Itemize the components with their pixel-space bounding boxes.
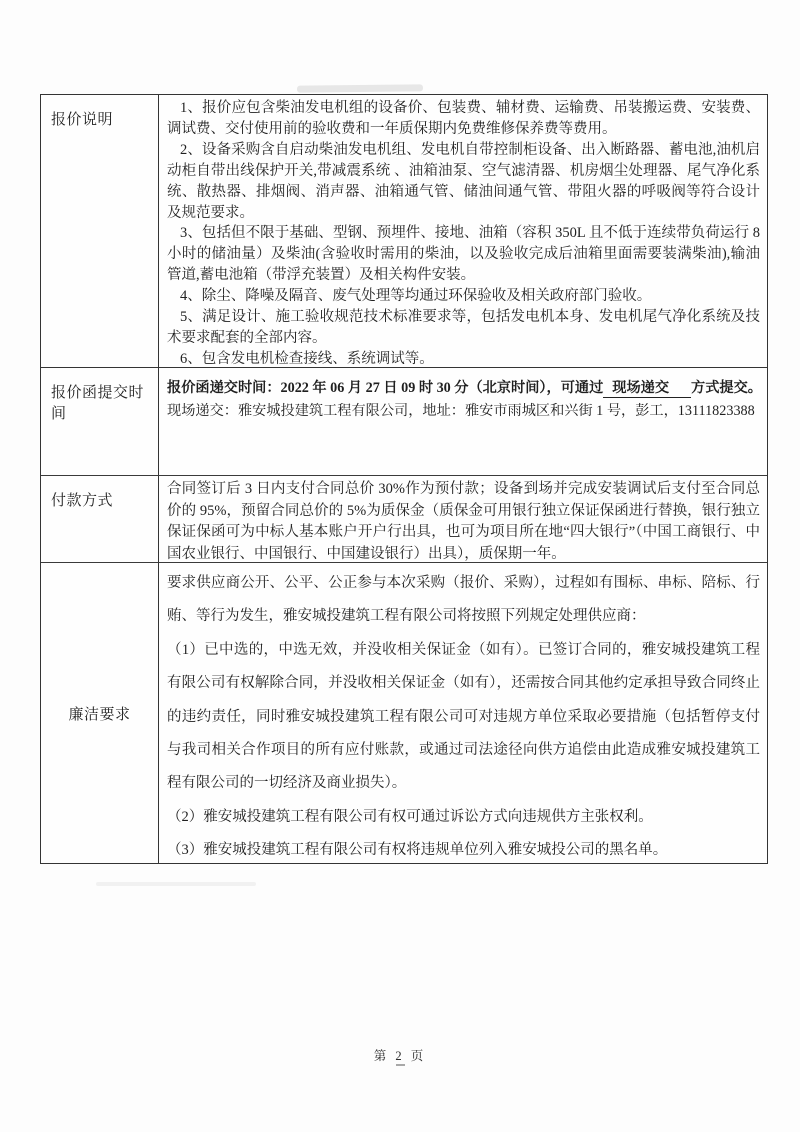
table-row-submission-time	[41, 368, 767, 476]
note-item-2: 2、设备采购含自启动柴油发电机组、发电机自带控制柜设备、出入断路器、蓄电池,油机启动柜自带出线保护开关,带减震系统 、油箱油泵、空气滤清器、机房烟尘处理器、尾气净化系统、散热器、排烟阀、消声器、油箱通气管、储油间通气管、带阻火器的呼吸阀等符合设计及规范要求。	[167, 141, 760, 221]
row-label-text: 报价说明	[51, 112, 114, 128]
submission-address-line: 现场递交：雅安城投建筑工程有限公司，地址：雅安市雨城区和兴街 1 号，彭工，13111823388	[167, 403, 755, 419]
row-content-payment-terms	[159, 476, 767, 562]
note-item-5: 5、满足设计、施工验收规范技术标准要求等，包括发电机本身、发电机尾气净化系统及技术要求配套的全部内容。	[167, 309, 760, 346]
quotation-terms-table	[40, 94, 768, 864]
row-content-integrity-requirements	[159, 563, 767, 863]
note-item-3: 3、包括但不限于基础、型钢、预埋件、接地、油箱（容积 350L 且不低于连续带负荷运行 8 小时的储油量）及柴油(含验收时需用的柴油，以及验收完成后油箱里面需要装满柴油),输油管道,蓄电池箱（带浮充装置）及相关构件安装。	[167, 225, 760, 284]
row-content-submission-time	[159, 368, 767, 475]
integrity-paragraph-intro: 要求供应商公开、公平、公正参与本次采购（报价、采购），过程如有围标、串标、陪标、行贿、等行为发生，雅安城投建筑工程有限公司将按照下列规定处理供应商：	[167, 575, 760, 625]
row-label-integrity-requirements	[41, 563, 159, 863]
scan-smudge	[297, 84, 423, 92]
integrity-paragraph-3: （3）雅安城投建筑工程有限公司有权将违规单位列入雅安城投公司的黑名单。	[167, 842, 668, 859]
row-label-payment-terms	[41, 476, 159, 562]
payment-terms-text: 合同签订后 3 日内支付合同总价 30%作为预付款；设备到场并完成安装调试后支付至合同总价的 95%，预留合同总价的 5%为质保金（质保金可用银行独立保证保函进行替换，银行独立保证保函可为中标人基本账户开户行出具，也可为项目所在地“四大银行”（中国工商银行、中国农业银行、中国银行、中国建设银行）出具），质保期一年。	[167, 481, 760, 562]
submission-time-line	[167, 377, 760, 400]
table-row-quotation-notes	[41, 95, 767, 368]
row-content-quotation-notes	[159, 95, 767, 367]
table-row-integrity-requirements	[41, 563, 767, 863]
scan-smudge	[396, 1064, 405, 1066]
row-label-text: 付款方式	[51, 493, 114, 509]
integrity-paragraph-2: （2）雅安城投建筑工程有限公司有权可通过诉讼方式向违规供方主张权利。	[167, 808, 653, 825]
row-label-text: 报价函提交时间	[51, 385, 145, 422]
integrity-paragraph-1: （1）已中选的，中选无效，并没收相关保证金（如有）。已签订合同的，雅安城投建筑工程有限公司有权解除合同，并没收相关保证金（如有），还需按合同其他约定承担导致合同终止的违约责任，同时雅安城投建筑工程有限公司可对违规方单位采取必要措施（包括暂停支付与我司相关合作项目的所有应付账款，或通过司法途径向供方追偿由此造成雅安城投建筑工程有限公司的一切经济及商业损失）。	[167, 641, 760, 792]
page-number: 第 2 页	[373, 1049, 427, 1063]
row-label-text: 廉洁要求	[68, 706, 131, 723]
note-item-4: 4、除尘、降噪及隔音、废气处理等均通过环保验收及相关政府部门验收。	[180, 288, 652, 305]
row-label-submission-time	[41, 368, 159, 475]
note-item-6: 6、包含发电机检查接线、系统调试等。	[180, 350, 434, 367]
scan-smudge	[96, 882, 256, 886]
row-label-quotation-notes	[41, 95, 159, 367]
submission-time-prefix: 报价函递交时间：2022 年 06 月 27 日 09 时 30 分（北京时间），可通过	[167, 380, 604, 396]
submission-time-suffix: 方式提交。	[691, 380, 762, 396]
note-item-1: 1、报价应包含柴油发电机组的设备价、包装费、辅材费、运输费、吊装搬运费、安装费、调试费、交付使用前的验收费和一年质保期内免费维修保养费等费用。	[167, 100, 760, 137]
submission-method-underlined: 现场递交	[603, 380, 691, 398]
table-row-payment-terms	[41, 476, 767, 563]
